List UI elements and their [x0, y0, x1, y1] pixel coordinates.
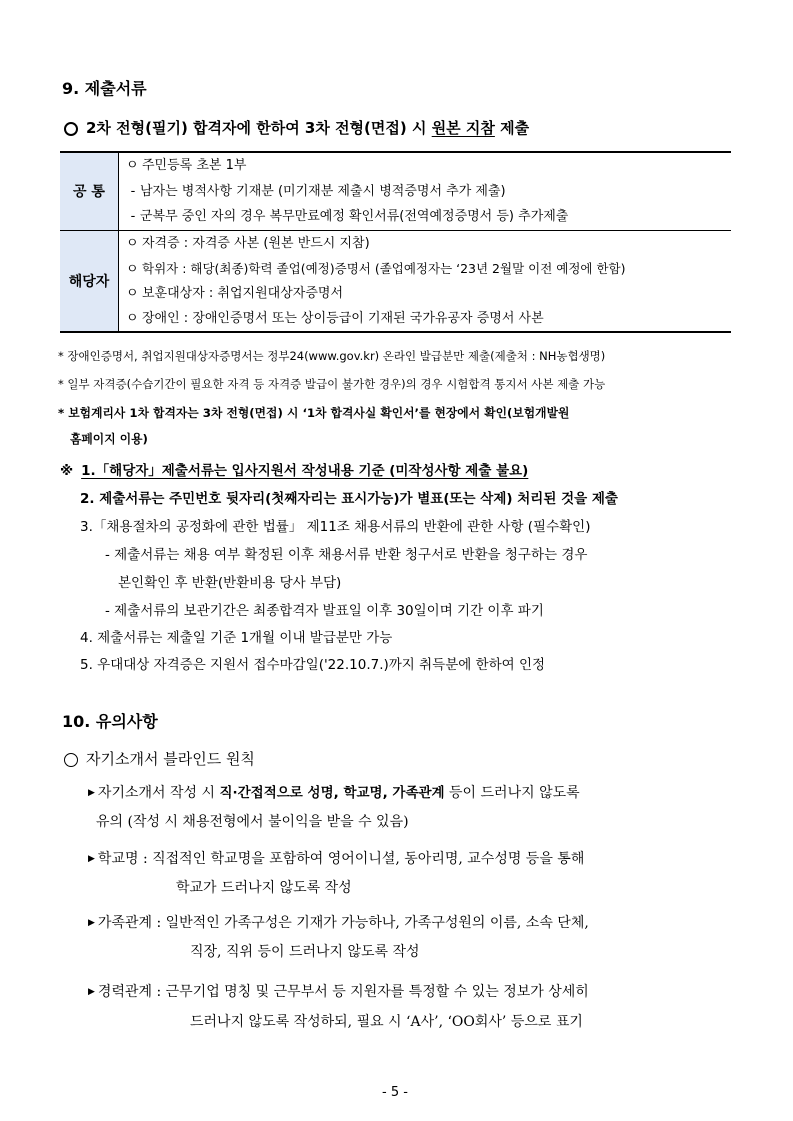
blind-rule-1: ▶ 자기소개서 작성 시 직·간접적으로 성명, 학교명, 가족관계 등이 드러나지 않도록 — [88, 785, 580, 801]
blind-rule-bold: 직·간접적으로 성명, 학교명, 가족관계 — [219, 785, 445, 801]
table-line: ㅇ 자격증 : 자격증 사본 (원본 반드시 지참) — [126, 235, 370, 251]
blind-rule-3-cont: 직장, 직위 등이 드러나지 않도록 작성 — [190, 944, 420, 960]
note-3: * 보험계리사 1차 합격자는 3차 전형(면접) 시 ‘1차 합격사실 확인서’를 현장에서 확인(보험개발원 — [58, 406, 570, 420]
section-10-title: 10. 유의사항 — [62, 712, 158, 731]
remark-3-a-cont: 본인확인 후 반환(반환비용 당사 부담) — [118, 575, 342, 591]
triangle-right-icon: ▶ — [88, 918, 95, 928]
table-line: - 군복무 중인 자의 경우 복무만료예정 확인서류(전역예정증명서 등) 추가제출 — [130, 209, 569, 224]
table-row-applicable — [60, 230, 731, 332]
triangle-right-icon: ▶ — [88, 788, 95, 798]
remark-1: ※ 1.「해당자」제출서류는 입사지원서 작성내용 기준 (미작성사항 제출 불요) — [60, 463, 529, 479]
triangle-right-icon: ▶ — [88, 854, 95, 864]
reference-mark: ※ — [60, 463, 74, 479]
common-cell — [119, 152, 732, 230]
page-number: - 5 - — [382, 1085, 408, 1100]
note-1: * 장애인증명서, 취업지원대상자증명서는 정부24(www.gov.kr) 온라인 발급분만 제출(제출처 : NH농협생명) — [58, 349, 606, 363]
blind-rule-2: ▶ 학교명 : 직접적인 학교명을 포함하여 영어이니셜, 동아리명, 교수성명 등을 통해 — [88, 851, 585, 867]
blind-rule-1-cont: 유의 (작성 시 채용전형에서 불이익을 받을 수 있음) — [96, 814, 409, 830]
section-9-subtitle: 2차 전형(필기) 합격자에 한하여 3차 전형(면접) 시 원본 지참 제출 — [64, 117, 529, 138]
remark-3-a: - 제출서류는 채용 여부 확정된 이후 채용서류 반환 청구서로 반환을 청구하는 경우 — [105, 547, 588, 563]
circle-bullet-icon — [64, 122, 78, 136]
header-common: 공 통 — [60, 152, 119, 230]
remark-3-b: - 제출서류의 보관기간은 최종합격자 발표일 이후 30일이며 기간 이후 파기 — [105, 603, 544, 619]
remark-2: 2. 제출서류는 주민번호 뒷자리(첫째자리는 표시가능)가 별표(또는 삭제) 처리된 것을 제출 — [80, 491, 618, 507]
blind-rule-2-cont: 학교가 드러나지 않도록 작성 — [176, 880, 352, 896]
table-line: ㅇ 주민등록 초본 1부 — [126, 158, 247, 173]
circle-bullet-icon — [64, 753, 78, 767]
table-line: ㅇ 장애인 : 장애인증명서 또는 상이등급이 기재된 국가유공자 증명서 사본 — [126, 310, 544, 326]
table-line: ㅇ 보훈대상자 : 취업지원대상자증명서 — [126, 285, 344, 301]
remark-4: 4. 제출서류는 제출일 기준 1개월 이내 발급분만 가능 — [80, 630, 393, 646]
remark-3: 3.「채용절차의 공정화에 관한 법률」 제11조 채용서류의 반환에 관한 사항 (필수확인) — [80, 519, 591, 535]
original-required-text: 원본 지참 — [431, 119, 495, 137]
blind-rule-4: ▶ 경력관계 : 근무기업 명칭 및 근무부서 등 지원자를 특정할 수 있는 정보가 상세히 — [88, 984, 589, 1000]
header-applicable: 해당자 — [60, 230, 119, 332]
table-line: ㅇ 학위자 : 해당(최종)학력 졸업(예정)증명서 (졸업예정자는 ‘23년 2월말 이전 예정에 한함) — [126, 260, 626, 277]
note-2: * 일부 자격증(수습기간이 필요한 자격 등 자격증 발급이 불가한 경우)의 경우 시험합격 통지서 사본 제출 가능 — [58, 377, 606, 391]
applicable-cell — [119, 230, 732, 332]
section-10-subtitle: 자기소개서 블라인드 원칙 — [64, 748, 255, 769]
section-9-title: 9. 제출서류 — [62, 79, 147, 98]
triangle-right-icon: ▶ — [88, 987, 95, 997]
blind-rule-4-cont: 드러나지 않도록 작성하되, 필요 시 ‘A사’, ‘OO회사’ 등으로 표기 — [190, 1014, 583, 1030]
documents-table — [60, 151, 731, 333]
table-line: - 남자는 병적사항 기재분 (미기재분 제출시 병적증명서 추가 제출) — [130, 183, 506, 199]
note-3-cont: 홈페이지 이용) — [70, 432, 148, 446]
remark-5: 5. 우대대상 자격증은 지원서 접수마감일('22.10.7.)까지 취득분에 한하여 인정 — [80, 657, 546, 673]
blind-rule-3: ▶ 가족관계 : 일반적인 가족구성은 기재가 가능하나, 가족구성원의 이름, 소속 단체, — [88, 915, 589, 931]
table-row-common — [60, 152, 731, 230]
